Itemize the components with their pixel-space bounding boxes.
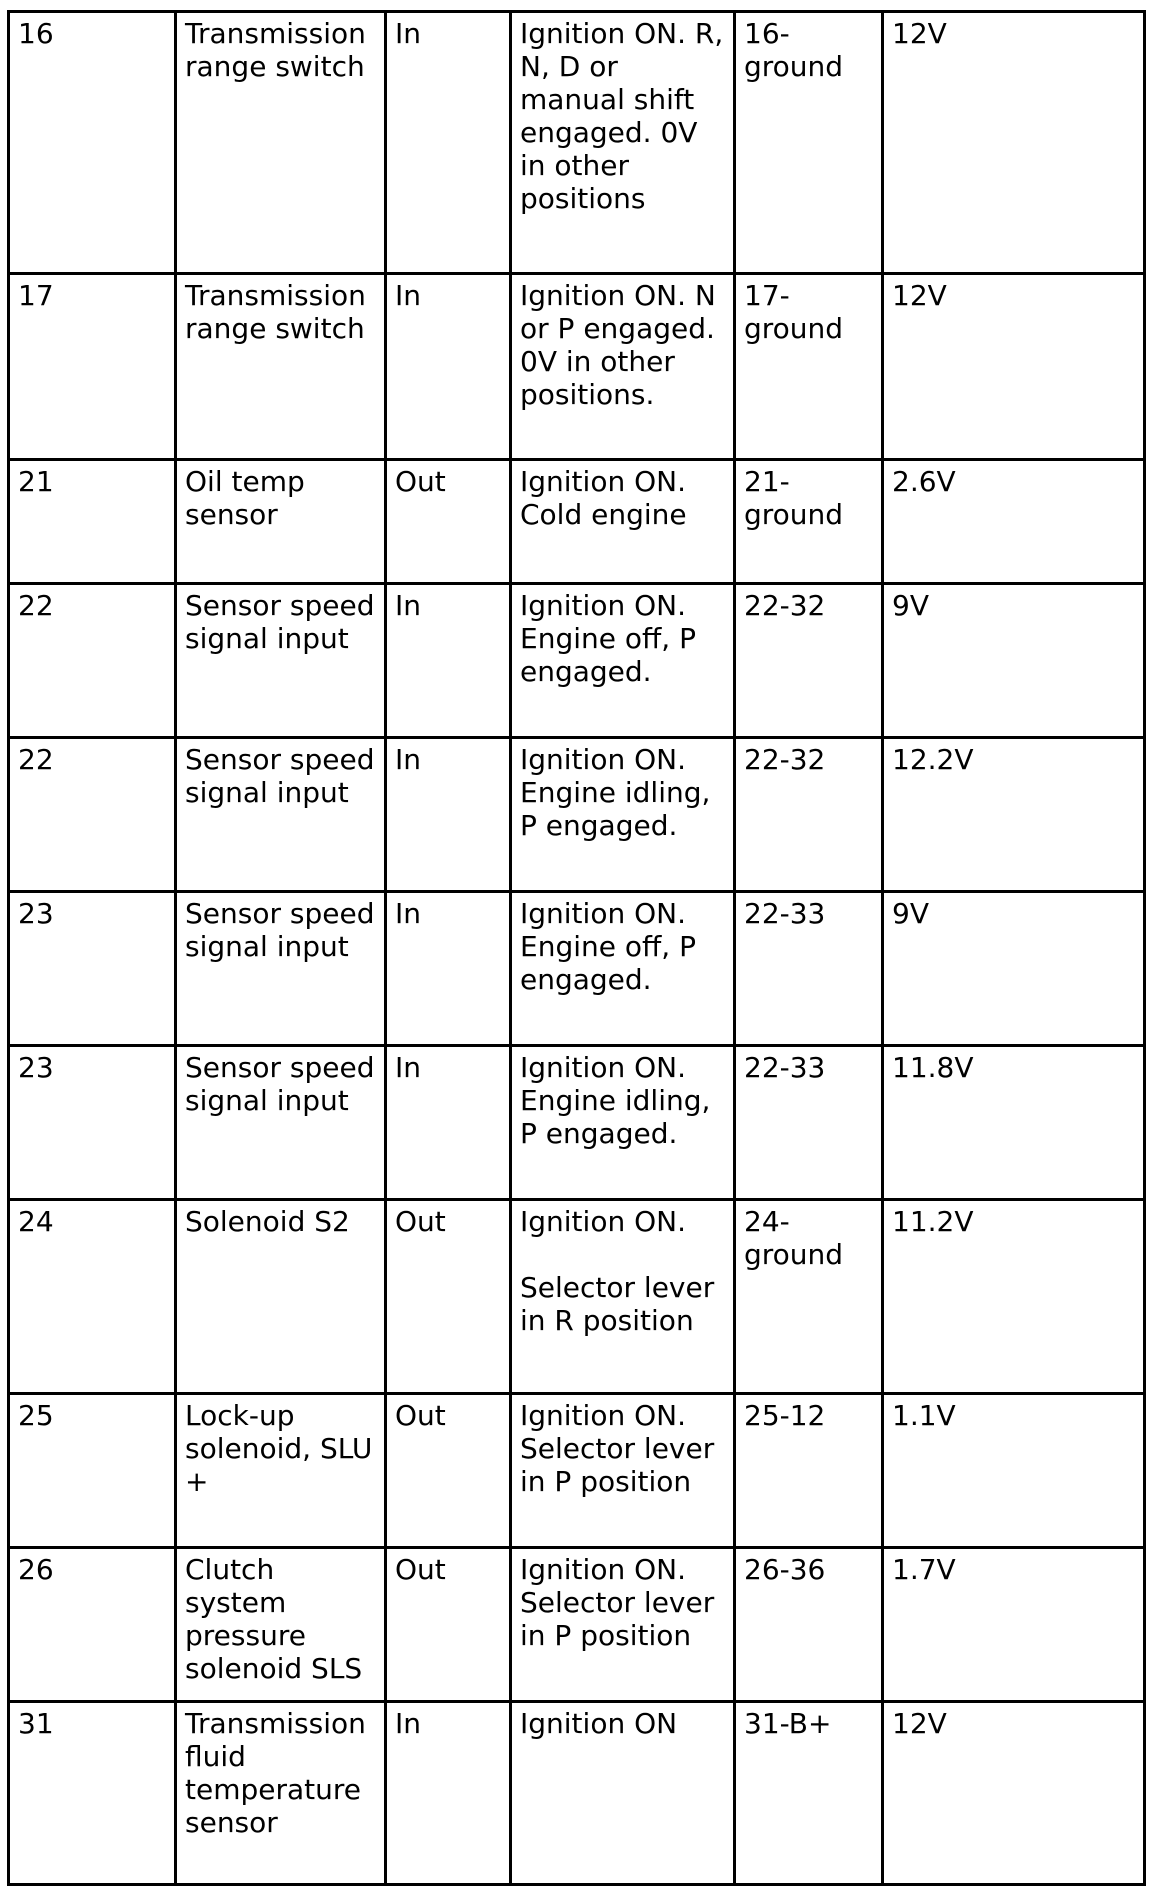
direction-cell: In [386,1702,511,1885]
table-row [9,1200,1145,1394]
pin-cell: 22 [9,584,176,738]
value-cell: 1.7V [883,1548,1145,1702]
direction-cell: Out [386,1394,511,1548]
condition-cell: Ignition ON [511,1702,735,1885]
pin-cell: 17 [9,274,176,460]
table-row [9,1394,1145,1548]
direction-cell: In [386,892,511,1046]
component-cell: Sensor speed signal input [176,584,386,738]
measure-cell: 22-33 [735,1046,883,1200]
direction-cell: In [386,274,511,460]
component-cell: Sensor speed signal input [176,738,386,892]
direction-cell: Out [386,460,511,584]
pin-cell: 22 [9,738,176,892]
component-cell: Transmission range switch [176,12,386,274]
pin-cell: 16 [9,12,176,274]
pin-cell: 26 [9,1548,176,1702]
condition-cell: Ignition ON. N or P engaged. 0V in other positions. [511,274,735,460]
component-cell: Clutch system pressure solenoid SLS [176,1548,386,1702]
direction-cell: In [386,738,511,892]
table-row [9,584,1145,738]
pin-cell: 25 [9,1394,176,1548]
pin-cell: 24 [9,1200,176,1394]
value-cell: 12V [883,1702,1145,1885]
pin-cell: 23 [9,1046,176,1200]
table-row [9,738,1145,892]
value-cell: 9V [883,892,1145,1046]
condition-cell: Ignition ON. Selector lever in P position [511,1394,735,1548]
condition-cell: Ignition ON. Engine off, P engaged. [511,584,735,738]
value-cell: 1.1V [883,1394,1145,1548]
condition-cell: Ignition ON. Engine idling, P engaged. [511,738,735,892]
value-cell: 9V [883,584,1145,738]
direction-cell: In [386,12,511,274]
table-row [9,1548,1145,1702]
condition-cell: Ignition ON. Engine off, P engaged. [511,892,735,1046]
component-cell: Transmission range switch [176,274,386,460]
value-cell: 12V [883,274,1145,460]
table-row [9,12,1145,274]
value-cell: 12V [883,12,1145,274]
component-cell: Sensor speed signal input [176,1046,386,1200]
condition-cell: Ignition ON. Selector lever in P position [511,1548,735,1702]
table-row [9,460,1145,584]
measure-cell: 16- ground [735,12,883,274]
component-cell: Oil temp sensor [176,460,386,584]
table-row [9,274,1145,460]
component-cell: Transmission fluid temperature sensor [176,1702,386,1885]
value-cell: 11.2V [883,1200,1145,1394]
direction-cell: Out [386,1200,511,1394]
pin-cell: 31 [9,1702,176,1885]
measure-cell: 21- ground [735,460,883,584]
measure-cell: 24- ground [735,1200,883,1394]
measure-cell: 25-12 [735,1394,883,1548]
table-row [9,1702,1145,1885]
table-row [9,892,1145,1046]
value-cell: 2.6V [883,460,1145,584]
value-cell: 11.8V [883,1046,1145,1200]
table-row [9,1046,1145,1200]
measure-cell: 22-32 [735,584,883,738]
measure-cell: 26-36 [735,1548,883,1702]
condition-cell: Ignition ON. Engine idling, P engaged. [511,1046,735,1200]
direction-cell: Out [386,1548,511,1702]
measure-cell: 22-32 [735,738,883,892]
measure-cell: 17- ground [735,274,883,460]
condition-cell: Ignition ON. R, N, D or manual shift engaged. 0V in other positions [511,12,735,274]
pin-cell: 23 [9,892,176,1046]
pin-voltage-table [7,10,1146,1886]
condition-cell: Ignition ON. Selector lever in R position [511,1200,735,1394]
value-cell: 12.2V [883,738,1145,892]
measure-cell: 31-B+ [735,1702,883,1885]
component-cell: Lock-up solenoid, SLU + [176,1394,386,1548]
component-cell: Sensor speed signal input [176,892,386,1046]
measure-cell: 22-33 [735,892,883,1046]
pin-cell: 21 [9,460,176,584]
direction-cell: In [386,1046,511,1200]
condition-cell: Ignition ON. Cold engine [511,460,735,584]
component-cell: Solenoid S2 [176,1200,386,1394]
direction-cell: In [386,584,511,738]
